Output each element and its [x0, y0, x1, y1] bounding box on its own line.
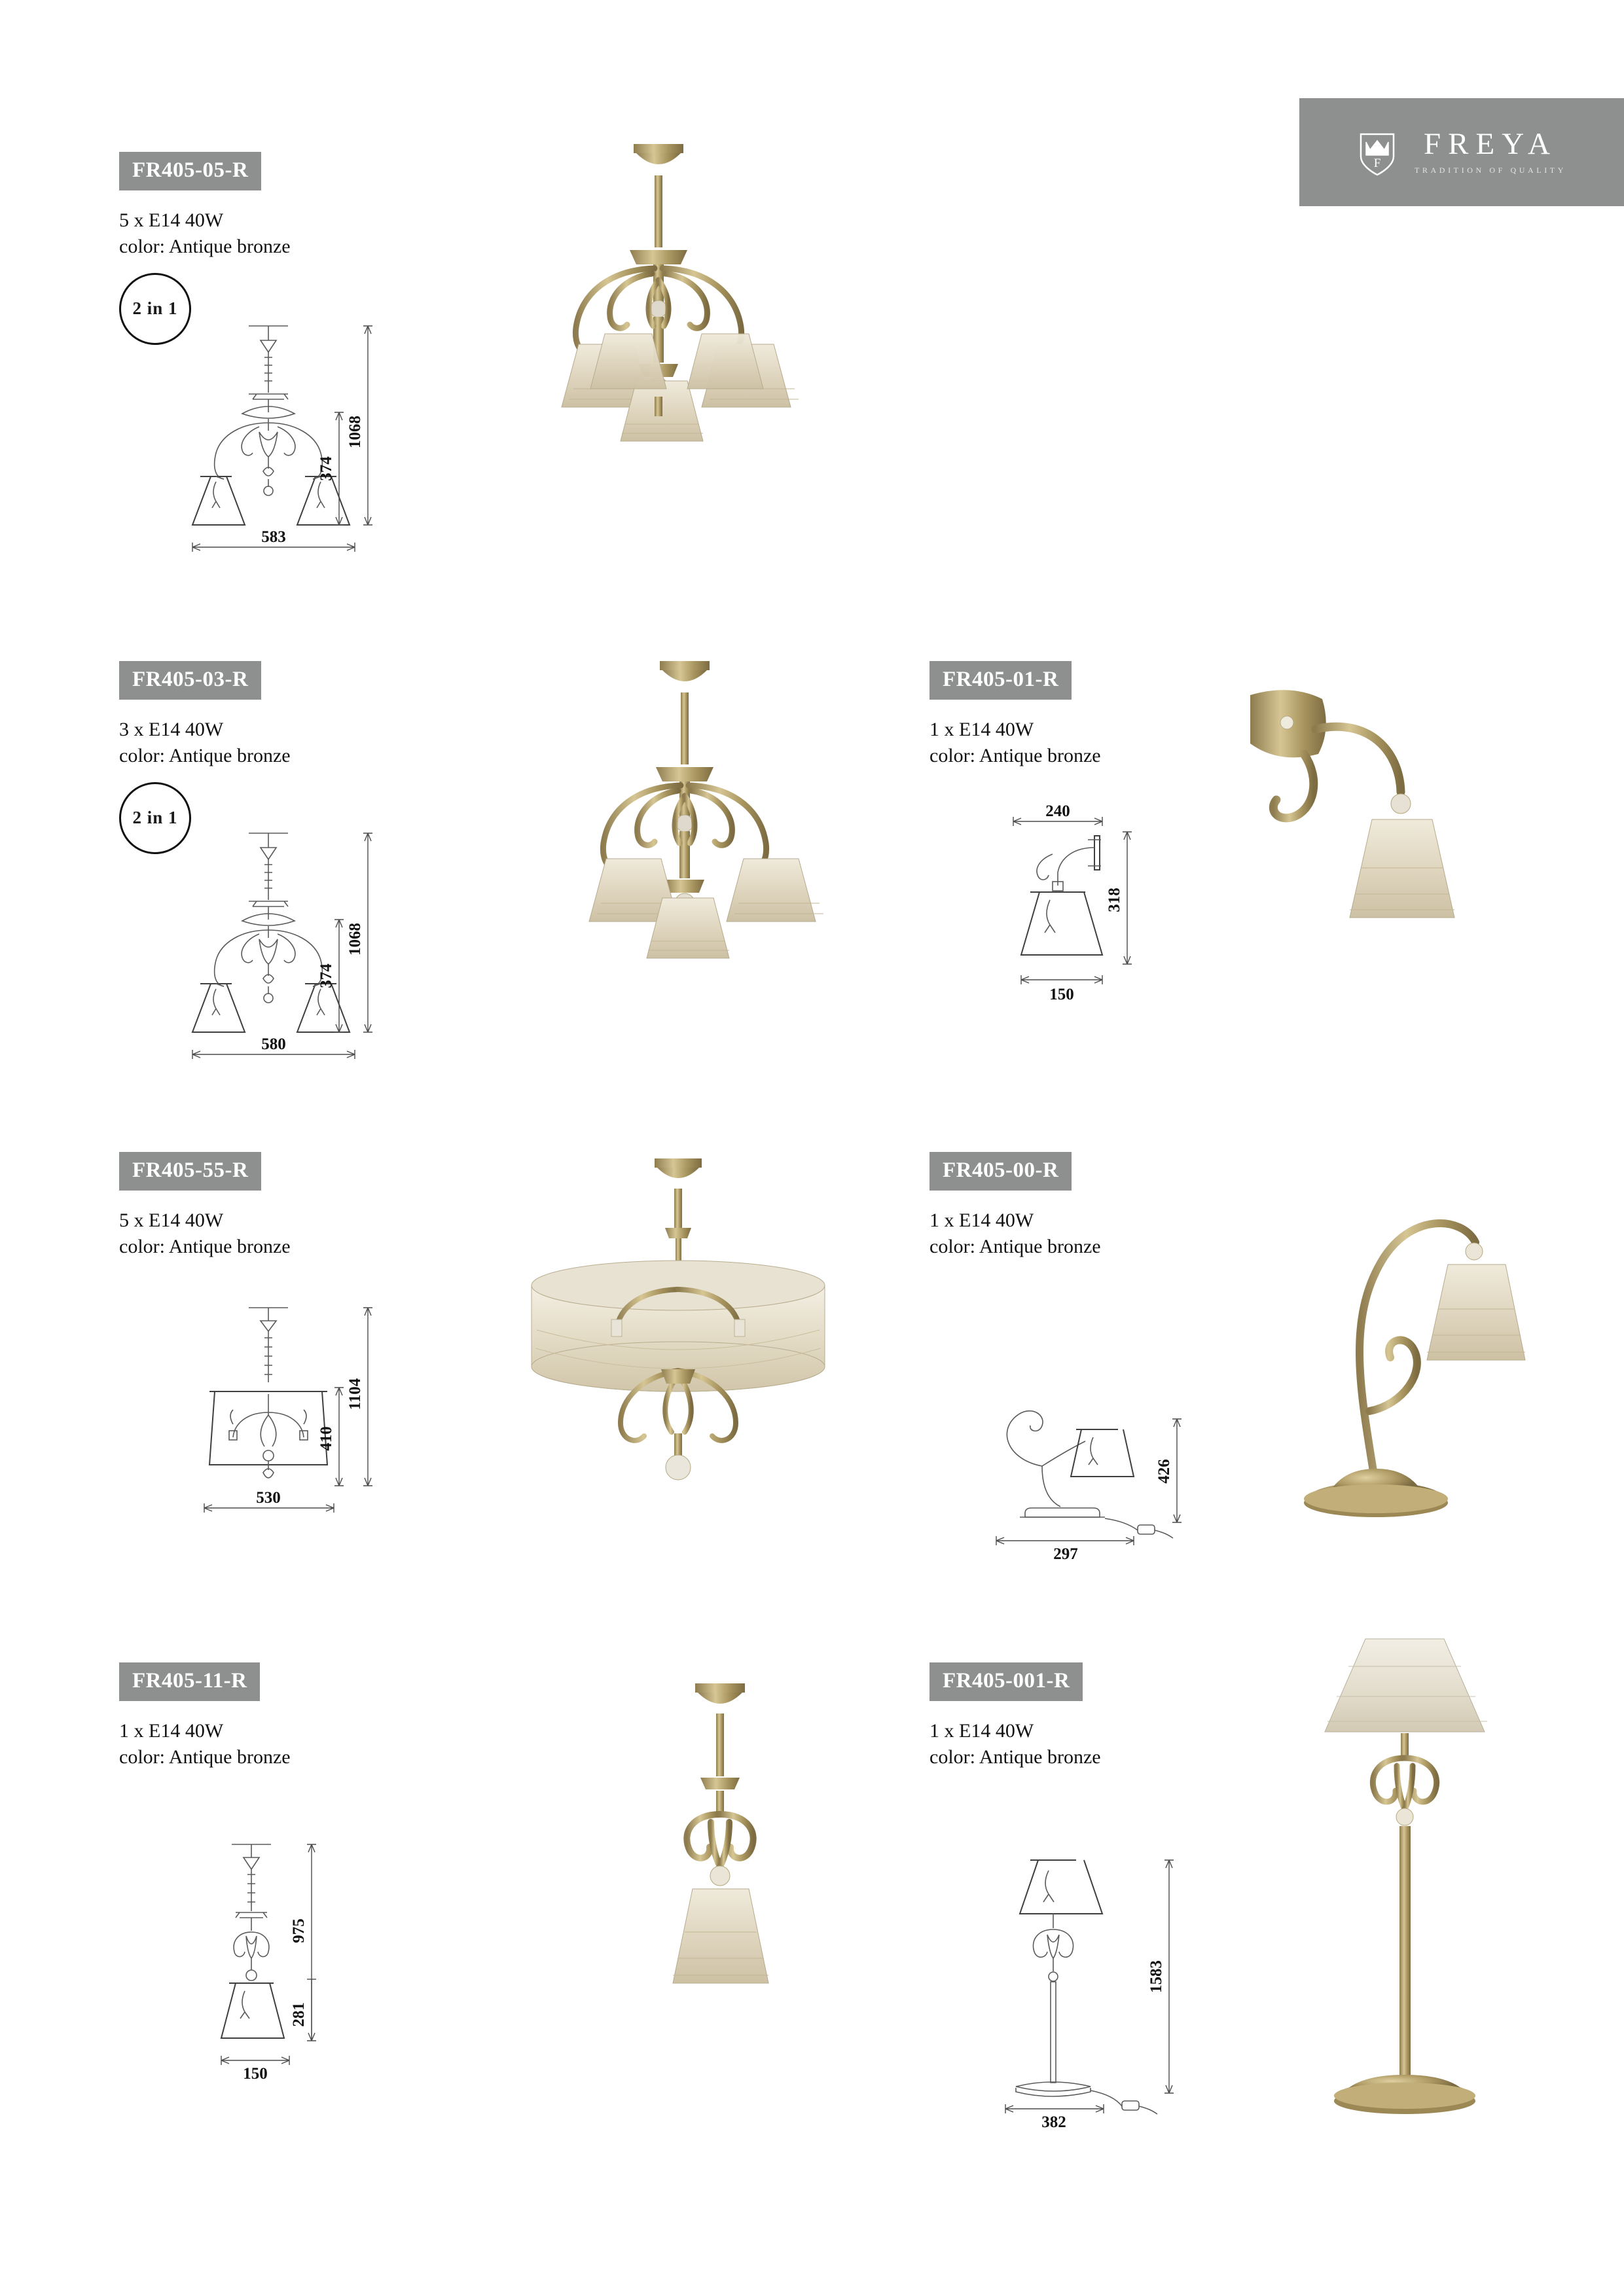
svg-text:580: 580 [261, 1035, 286, 1053]
svg-text:1104: 1104 [346, 1378, 364, 1410]
technical-drawing-fr405-55-r [137, 1296, 412, 1571]
product-code: FR405-11-R [119, 1662, 260, 1701]
two-in-one-badge: 2 in 1 [119, 273, 191, 345]
svg-text:1583: 1583 [1147, 1960, 1165, 1993]
product-block-fr405-01-r [929, 661, 1257, 769]
brand-logo [1299, 98, 1624, 206]
technical-drawing-fr405-11-r [183, 1833, 399, 2108]
svg-text:F: F [1373, 156, 1381, 170]
svg-text:975: 975 [290, 1918, 308, 1943]
product-photo-fr405-00-r [1263, 1172, 1591, 1577]
two-in-one-badge: 2 in 1 [119, 782, 191, 854]
svg-text:426: 426 [1155, 1459, 1173, 1484]
product-photo-fr405-03-r [484, 655, 890, 1073]
technical-drawing-fr405-00-r [969, 1361, 1218, 1577]
product-block-fr405-55-r [119, 1152, 446, 1260]
crown-shield-icon [1357, 128, 1398, 177]
product-spec: 1 x E14 40W color: Antique bronze [929, 719, 1101, 766]
product-spec: 5 x E14 40W color: Antique bronze [119, 1210, 291, 1257]
svg-text:374: 374 [317, 456, 335, 481]
product-code: FR405-01-R [929, 661, 1072, 700]
svg-text:374: 374 [317, 963, 335, 988]
product-spec: 3 x E14 40W color: Antique bronze [119, 719, 291, 766]
product-code: FR405-001-R [929, 1662, 1083, 1701]
product-spec: 1 x E14 40W color: Antique bronze [929, 1210, 1101, 1257]
brand-name: FREYA [1424, 127, 1557, 161]
svg-text:1068: 1068 [346, 923, 364, 956]
technical-drawing-fr405-001-r [975, 1833, 1211, 2134]
product-photo-fr405-05-r [458, 137, 916, 609]
svg-text:281: 281 [290, 2002, 308, 2027]
technical-drawing-fr405-03-r [137, 821, 412, 1096]
svg-text:410: 410 [317, 1426, 335, 1451]
product-photo-fr405-55-r [445, 1152, 916, 1571]
svg-text:530: 530 [256, 1489, 281, 1507]
product-photo-fr405-11-r [589, 1676, 851, 2108]
svg-text:150: 150 [243, 2065, 268, 2083]
svg-text:150: 150 [1049, 986, 1074, 1003]
product-block-fr405-00-r [929, 1152, 1257, 1260]
svg-text:318: 318 [1106, 888, 1123, 912]
product-block-fr405-001-r [929, 1662, 1270, 1770]
product-code: FR405-03-R [119, 661, 261, 700]
technical-drawing-fr405-01-r [962, 802, 1198, 1024]
product-spec: 1 x E14 40W color: Antique bronze [119, 1720, 291, 1768]
dim-height-max: 1068 [346, 416, 364, 448]
svg-text:297: 297 [1053, 1545, 1078, 1563]
product-photo-fr405-001-r [1263, 1623, 1564, 2153]
svg-text:583: 583 [261, 528, 286, 546]
technical-drawing-fr405-05-r [137, 314, 412, 589]
product-photo-fr405-01-r [1244, 681, 1584, 1073]
svg-text:382: 382 [1041, 2113, 1066, 2131]
svg-text:240: 240 [1045, 802, 1070, 820]
product-block-fr405-11-r [119, 1662, 446, 1770]
product-spec: 1 x E14 40W color: Antique bronze [929, 1720, 1101, 1768]
product-spec: 5 x E14 40W color: Antique bronze [119, 209, 291, 257]
product-code: FR405-55-R [119, 1152, 261, 1191]
product-code: FR405-05-R [119, 152, 261, 190]
product-code: FR405-00-R [929, 1152, 1072, 1191]
brand-tagline: TRADITION OF QUALITY [1415, 166, 1566, 175]
